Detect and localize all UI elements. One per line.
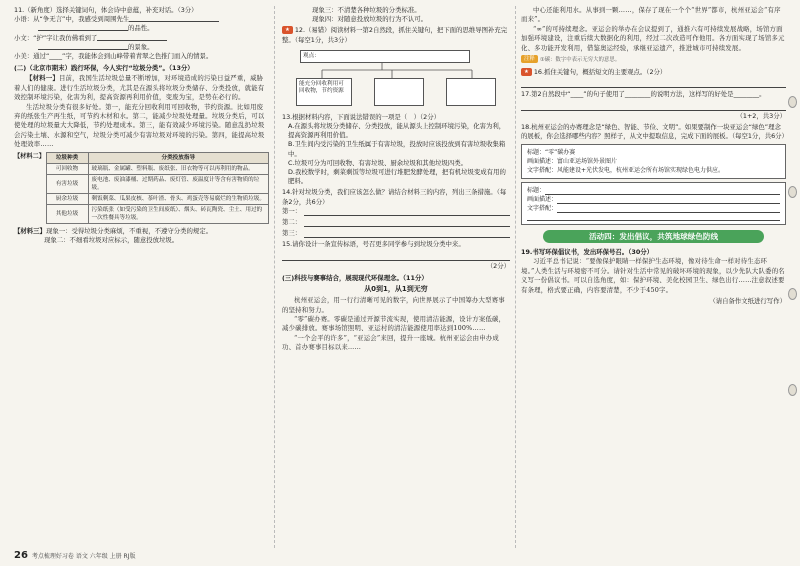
material-1-text: 目前，我国生活垃圾总量不断增加，对环境造成的污染日益严重，威胁着人们的健康。进行生活垃圾分类，尤其是在源头将垃圾分类储存、分类投放，就能有效控制环境污染，化害为利，提高资源再利用价值，变废为宝，是势在必行的。 (14, 74, 265, 102)
answer-line-text: 的景象。 (128, 42, 154, 51)
example-board (521, 144, 786, 179)
answer-blank[interactable] (521, 80, 786, 88)
answer-blank[interactable] (545, 186, 780, 195)
table-cell: 玻璃瓶、金属罐、塑料瓶、废纸张、旧衣物等可以再利用的物品。 (88, 163, 268, 174)
activity-banner: 活动四：发出倡议，共筑地球绿色防线 (543, 230, 764, 243)
board-label: 标题： (527, 187, 546, 195)
answer-blank[interactable] (97, 34, 167, 41)
tag-badge: ★ (521, 68, 532, 76)
mind-map-leaf (296, 78, 352, 106)
question-17 (521, 90, 786, 120)
board-label: 画面描述： (527, 196, 558, 204)
option-d: D.我校数学时，剩菜剩饭等垃圾可进行堆肥发酵处理，把有机垃圾变成有用的肥料。 (288, 168, 506, 186)
table-header: 垃圾种类 (46, 152, 88, 163)
option-b: B.卫生间内受污染的卫生纸属于有害垃圾，投放时应该投放到有害垃圾收集箱中。 (288, 140, 506, 158)
binder-hole (788, 96, 797, 108)
board-label: 文字搭配： (527, 205, 558, 213)
question-16-head: 16.抓住关键句，概括短文的主要观点。（2分） (533, 68, 667, 77)
board-value: 风能建设+光伏发电，杭州亚运会所有场馆实现绿色电力供应。 (557, 167, 725, 175)
table-cell: 可回收物 (46, 163, 88, 174)
question-14 (282, 188, 510, 238)
article-title: 从0到1，从1到无穷 (364, 285, 428, 294)
answer-blank[interactable] (129, 15, 219, 22)
table-row (46, 163, 268, 174)
section-3-heading: (三)科技与赛事结合，展现现代环保理念。（11分） (282, 273, 428, 282)
writing-note: （请自备作文纸进行写作） (709, 297, 786, 306)
article-paragraph: “∞”的可持续理念。亚运会的举办在会议提到了，通推六有可持续发展战略，场馆方面加强环境建设，注重后续大数据化的利用，经过二次改造可作他用。各方面实现了场馆多元化、多功能开发利用，借鉴奥运经验，承继亚运遗产，推进城市可持续发展。 (521, 24, 785, 52)
column-divider (274, 6, 275, 548)
material-3-label: 【材料三】 (14, 226, 46, 235)
answer-blank[interactable] (527, 213, 780, 221)
question-19 (521, 248, 786, 306)
table-cell: 有害垃圾 (46, 174, 88, 193)
table-row (46, 193, 268, 204)
page-footer (14, 550, 136, 561)
note-tag: 注释 (521, 55, 538, 63)
tag-badge: ★ (282, 26, 293, 34)
material-3-text: 现象二：不细看垃圾对应标示，随意投放垃圾。 (44, 235, 179, 244)
answer-blank[interactable] (38, 24, 128, 31)
board-label: 文字搭配： (527, 167, 558, 175)
table-row (46, 204, 268, 223)
binder-hole (788, 186, 797, 198)
question-16 (521, 68, 786, 88)
answer-label: 第三： (282, 229, 302, 238)
article-paragraph: “一个会平的许多”，“亚运会”来回，提升一座城。杭州亚运会由申办成功、首办赛事目标以来…… (282, 333, 499, 352)
option-c: C.垃圾可分为可回收物、有害垃圾、厨余垃圾和其他垃圾四类。 (288, 158, 468, 167)
answer-line-text: 的品性。 (128, 24, 154, 33)
question-14-head: 14.针对垃圾分类，我们应该怎么做？请结合材料三的内容，列出三条措施。（每条2分，共6分） (282, 188, 507, 206)
mind-map (282, 48, 510, 110)
section-2-heading: (二)（北京市期末）践行环保，今人实行“垃圾分类”。（13分） (14, 64, 194, 73)
table-row (46, 174, 268, 193)
mind-map-root-label: 观点： (303, 52, 320, 59)
column-divider (515, 6, 516, 548)
page-number: 26 (14, 550, 28, 561)
binder-hole (788, 384, 797, 396)
points: （2分） (486, 261, 510, 270)
question-12-head: 12.（易错）阅读材料一第2自然段，抓住关键句，把下面的思维导图补充完整。（每空1分，共3分） (282, 26, 508, 44)
table-cell: 其他垃圾 (46, 204, 88, 223)
answer-blank[interactable] (304, 207, 510, 216)
board-label: 画面描述： (527, 158, 558, 166)
material-3-text: 现象三：不清楚各种垃圾的分类标准。 (312, 6, 421, 14)
mind-map-blank[interactable] (374, 78, 424, 106)
answer-blank[interactable] (521, 103, 786, 111)
question-19-text: 习近平总书记说：“要像保护眼睛一样保护生态环境，像对待生命一样对待生态环境。”人类生活与环境密不可分。请针对生活中常见的破坏环境的现象，以少先队大队委的名义写一份倡议书。可以自选角度，如：保护环境、美化校园卫生、绿色出行……注意叙述要有条理，格式要正确，内容要清楚，不少于450字。 (521, 257, 785, 294)
material-1-label: 【材料一】 (26, 74, 59, 83)
material-3-text: 现象四：对随意投放垃圾的行为不认可。 (312, 15, 428, 24)
question-18-head: 18.杭州亚运会的办赛理念是“绿色、智能、节俭、文明”。如果要制作一块亚运会“绿色”理念的展板，你会选择哪些内容？照样子，从文中提取信息，完成下面的展板。（每空1分，共6分） (521, 122, 788, 141)
answer-label: 第一： (282, 206, 302, 215)
question-19-head: 19.书写环保倡议书，发出环保号召。（30分） (521, 248, 654, 257)
question-15 (282, 240, 510, 270)
table-cell: 剩饭剩菜、瓜果皮核、茶叶渣、骨头、鸡蛋壳等易腐烂的生物质垃圾。 (88, 193, 268, 204)
board-value: “零”碳办赛 (545, 149, 576, 157)
mind-map-blank[interactable] (446, 78, 496, 106)
answer-line-text: 小语：从“争无言”中，我感受到周围先生 (14, 15, 130, 24)
answer-line-text: 小美：通过“____”字，我能体会到山峰带着青翠之色推门而入的情景。 (14, 52, 213, 61)
binder-hole (788, 288, 797, 300)
note-text: ①碳：数字中表示无穷大的意思。 (539, 57, 621, 64)
garbage-table (46, 152, 269, 224)
material-1-text-2: 生活垃圾分类有很多好处。第一，能充分回收利用可回收物，节约资源。比如用废弃的纸张生产再生纸，可节约木材和水。第二，能减少垃圾处理量。垃圾分类后，可以使处理的垃圾量大大降低，节约处理成本。第三，能有效减少环境污染。随意乱扔垃圾会污染土壤、水源和空气，垃圾分类可减少有害垃圾对环境的污染。第四，能提高垃圾处理效率…… (14, 102, 265, 149)
article-paragraph: 中心还能利用水。从事到一颗……，保存了现在一个个“世界”都市，杭州亚运会“有序而来”。 (521, 6, 781, 24)
answer-label: 第二： (282, 218, 302, 227)
board-value: 富山亚运场馆外景图片 (557, 158, 618, 166)
answer-line-text: 小文：“护”字让我仿佛看到了 (14, 33, 98, 42)
answer-blank[interactable] (304, 229, 510, 238)
answer-blank[interactable] (557, 204, 780, 213)
question-12 (282, 26, 510, 109)
question-18 (521, 123, 786, 225)
column-left (14, 6, 269, 245)
answer-blank[interactable] (282, 253, 510, 261)
material-2-label: 【材料二】 (14, 152, 45, 160)
question-13 (282, 113, 510, 187)
column-middle (282, 6, 510, 353)
column-right (521, 6, 786, 308)
material-3-text: 现象一：受得垃圾分类麻烦，不重视，不遵守分类的规定。 (45, 226, 213, 235)
board-label: 标题： (527, 149, 546, 157)
answer-board (521, 182, 786, 225)
article-paragraph: 杭州亚运会，用一行行清晰可见的数字，向世界展示了中国筹办大型赛事的坚持和努力。 (282, 296, 505, 314)
question-15-head: 15.请你设计一条宣传标语，号召更多同学参与到垃圾分类中来。 (282, 240, 465, 249)
article-paragraph: “零”碳办赛。零碳是通过开源节流实现，使用清洁能源，设计方案低碳，减少碳排放。赛事场馆照明、亚运村的清洁能源使用率达到100%…… (282, 315, 506, 333)
question-17-head: 17.第2自然段中“____”的句子使用了________的说明方法，这样写的好处是________。 (521, 90, 766, 99)
table-cell: 污染纸张（如受污染的卫生间废纸）、烟头、砖瓦陶瓷、尘土、用过的一次性餐具等垃圾。 (88, 204, 268, 223)
answer-blank[interactable] (557, 195, 780, 204)
question-13-head: 13.根据材料内容，下面说法错误的一项是（ ）（2分） (282, 112, 441, 121)
answer-blank[interactable] (38, 43, 128, 50)
option-a: A.在源头将垃圾分类储存、分类投放，能从源头上控制环境污染，化害为利，提高资源再利用价值。 (288, 122, 506, 140)
table-cell: 废电池、废油漆桶、过期药品、废灯管、废温度计等含有害物质的垃圾。 (88, 174, 268, 193)
footer-text: 考点梳理好习卷 语文 六年级 上册 RJ版 (31, 553, 136, 560)
table-header: 分类投放指导 (88, 152, 268, 163)
mind-map-leaf-text: 能充分回收利用可回收物，节约资源 (299, 80, 344, 94)
question-11-head: 11.（新角度）选择关键词句，体会诗中意蕴，补充对话。（3分） (14, 6, 198, 14)
answer-blank[interactable] (304, 218, 510, 227)
table-cell: 厨余垃圾 (46, 193, 88, 204)
points: （1+2，共3分） (736, 111, 786, 120)
question-11 (14, 6, 269, 61)
